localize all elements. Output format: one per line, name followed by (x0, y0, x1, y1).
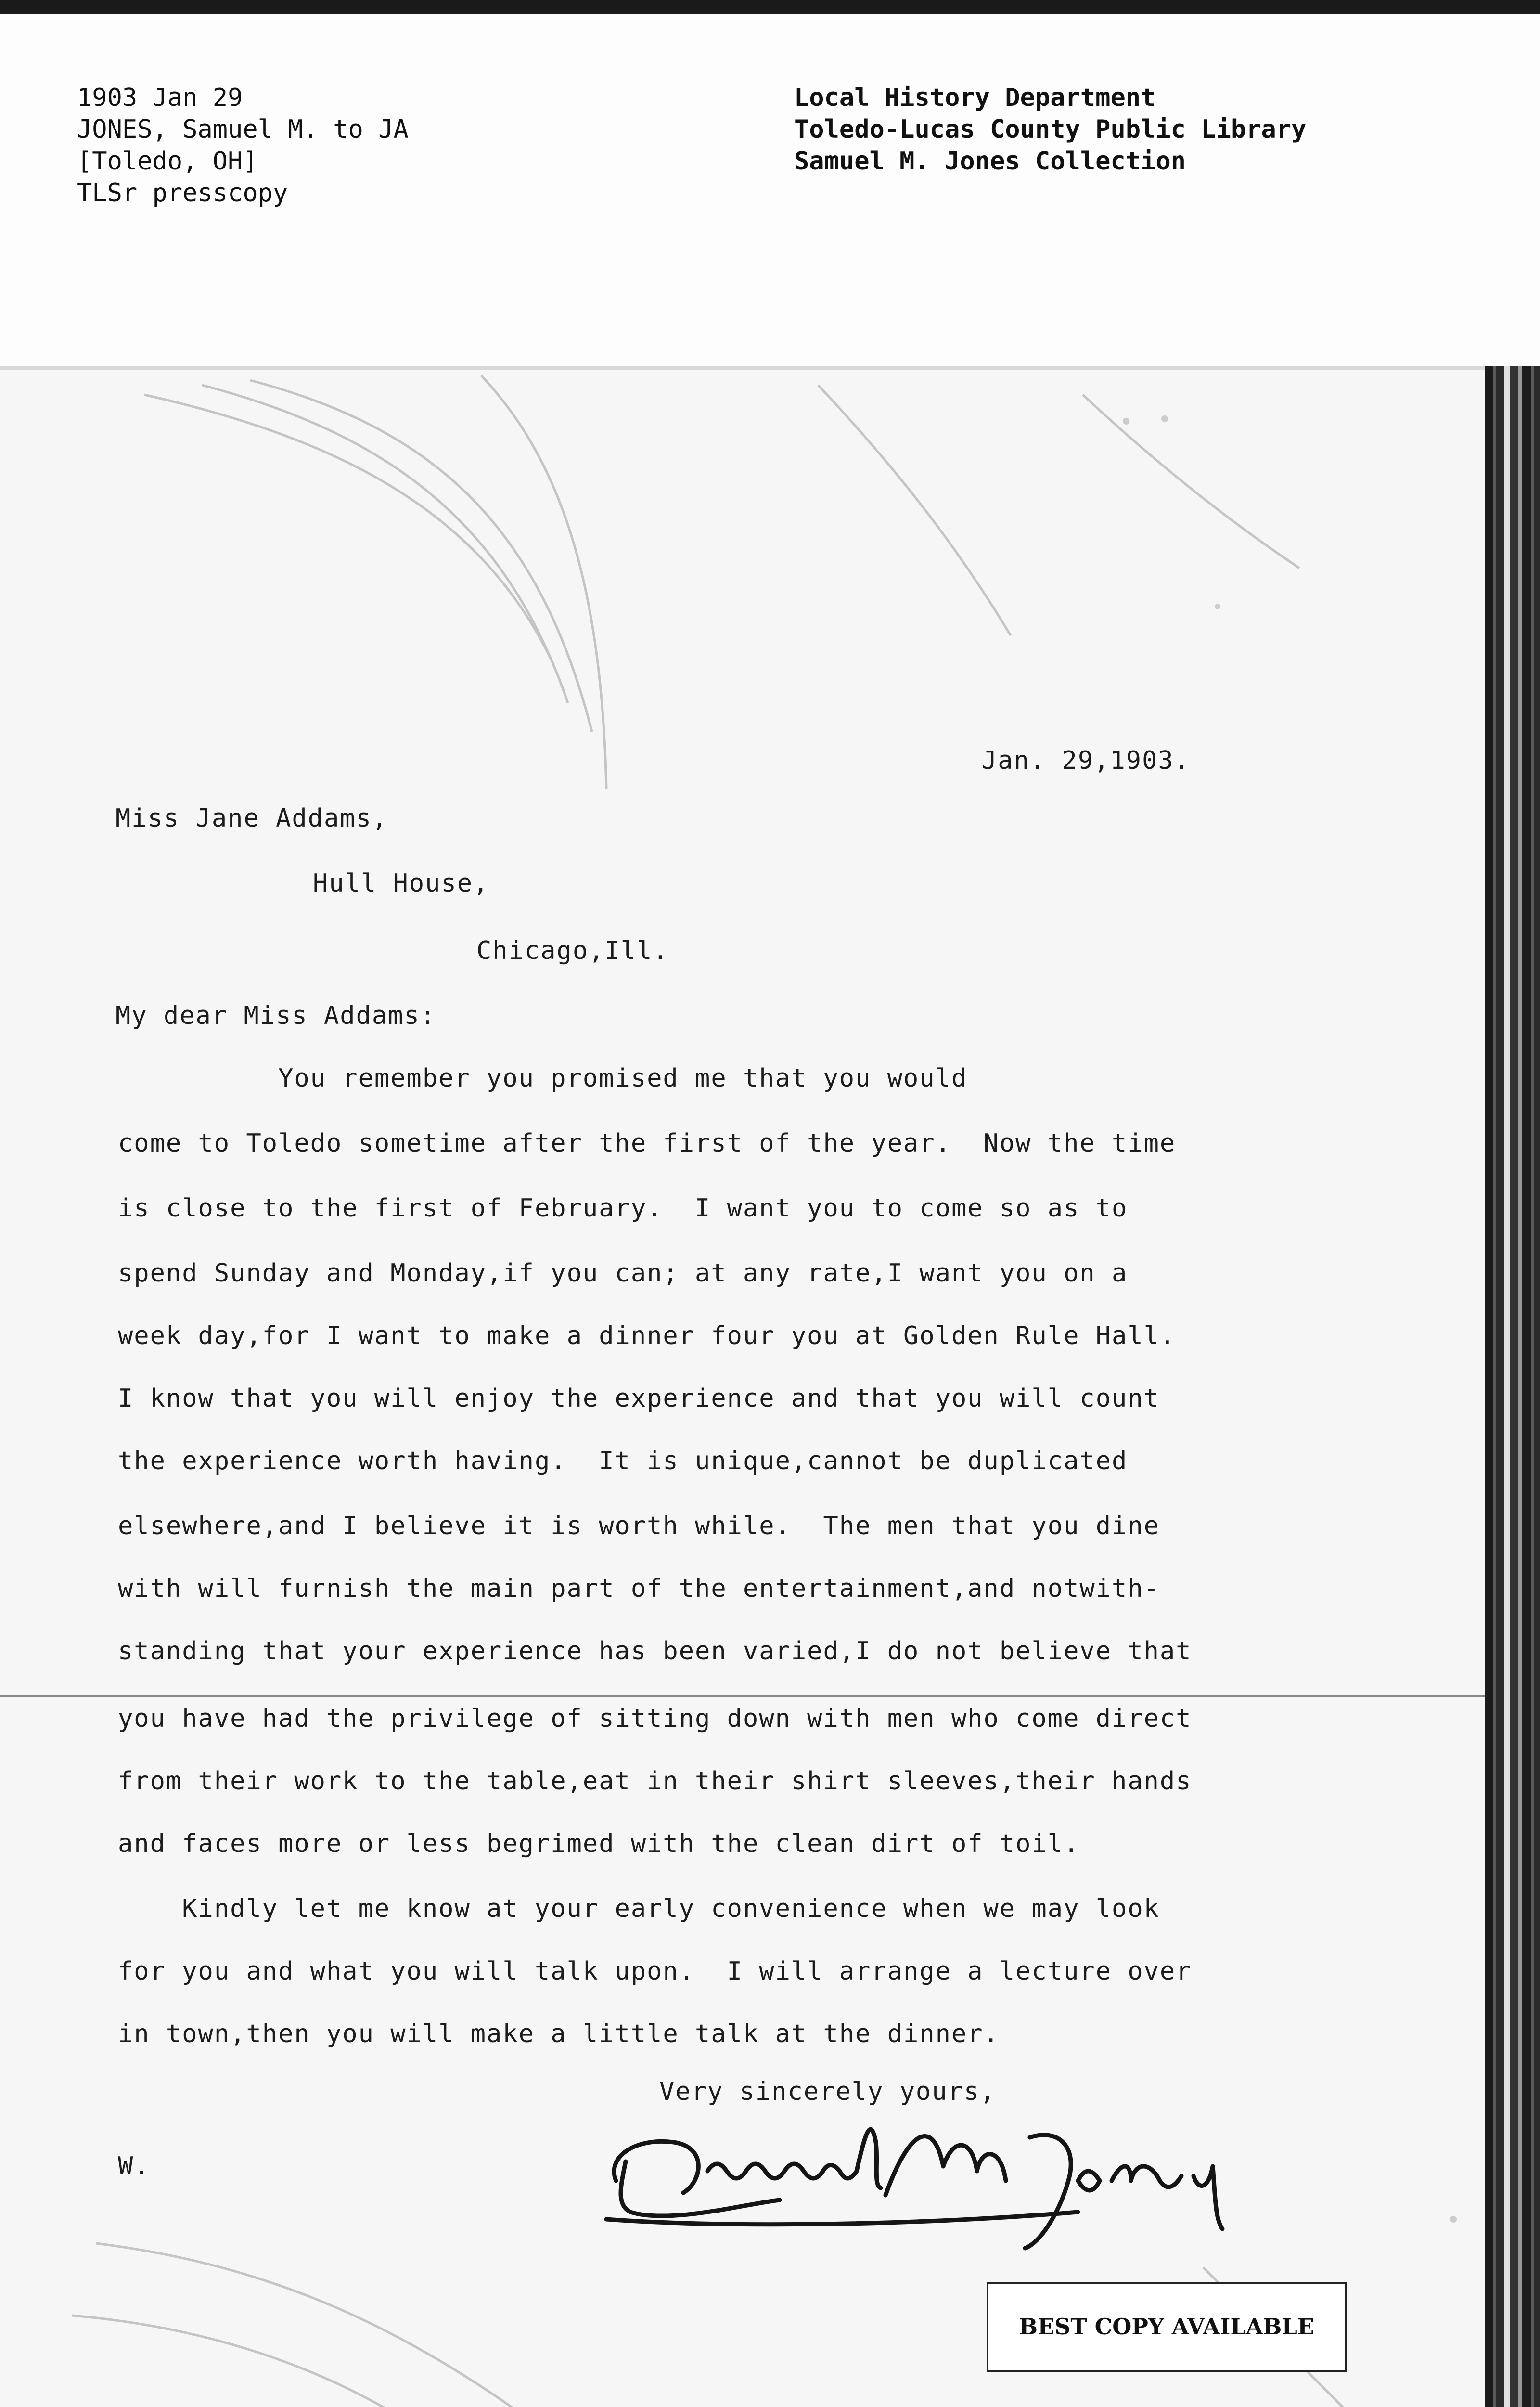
body-line: with will furnish the main part of the entertainment,and notwith- (118, 1574, 1160, 1603)
stamp-text: BEST COPY AVAILABLE (1019, 2314, 1314, 2340)
addressee-city: Chicago,Ill. (476, 936, 669, 965)
body-line: You remember you promised me that you would (118, 1064, 968, 1093)
typist-initials: W. (118, 2152, 150, 2181)
addressee-organization: Hull House, (313, 869, 489, 898)
catalog-date: 1903 Jan 29 (77, 83, 243, 112)
body-line: I know that you will enjoy the experience and that you will count (118, 1384, 1160, 1413)
best-copy-stamp (987, 2282, 1347, 2372)
repository-library: Toledo-Lucas County Public Library (794, 115, 1307, 144)
letter-date: Jan. 29,1903. (982, 746, 1190, 775)
body-line: spend Sunday and Monday,if you can; at any rate,I want you on a (118, 1259, 1128, 1288)
repository-department: Local History Department (794, 83, 1156, 112)
film-edge (1485, 366, 1540, 2407)
body-line: standing that your experience has been varied,I do not believe that (118, 1637, 1192, 1666)
body-line: the experience worth having. It is unique,cannot be duplicated (118, 1447, 1128, 1475)
catalog-type: TLSr presscopy (77, 179, 288, 207)
body-line: you have had the privilege of sitting down with men who come direct (118, 1704, 1192, 1733)
letter-page (0, 366, 1540, 2407)
addressee-name: Miss Jane Addams, (116, 804, 388, 833)
body-line: elsewhere,and I believe it is worth while. The men that you dine (118, 1512, 1160, 1540)
body-line: in town,then you will make a little talk at the dinner. (118, 2019, 1000, 2048)
body-line: is close to the first of February. I want you to come so as to (118, 1194, 1128, 1223)
complimentary-close: Very sincerely yours, (659, 2077, 996, 2106)
archive-header (0, 14, 1540, 366)
catalog-info (77, 82, 409, 209)
catalog-place: [Toledo, OH] (77, 147, 258, 176)
fold-line (0, 1695, 1485, 1697)
body-line: week day,for I want to make a dinner four you at Golden Rule Hall. (118, 1321, 1176, 1350)
top-border (0, 0, 1540, 14)
body-line: come to Toledo sometime after the first of the year. Now the time (118, 1129, 1176, 1158)
body-line: from their work to the table,eat in their shirt sleeves,their hands (118, 1767, 1192, 1796)
repository-collection: Samuel M. Jones Collection (794, 147, 1186, 176)
body-line: Kindly let me know at your early convenience when we may look (118, 1894, 1160, 1923)
body-line: and faces more or less begrimed with the clean dirt of toil. (118, 1829, 1080, 1858)
catalog-correspondents: JONES, Samuel M. to JA (77, 115, 409, 144)
body-line: for you and what you will talk upon. I will arrange a lecture over (118, 1957, 1192, 1986)
repository-info (794, 82, 1306, 177)
salutation: My dear Miss Addams: (116, 1001, 436, 1030)
handwritten-signature (597, 2109, 1261, 2263)
